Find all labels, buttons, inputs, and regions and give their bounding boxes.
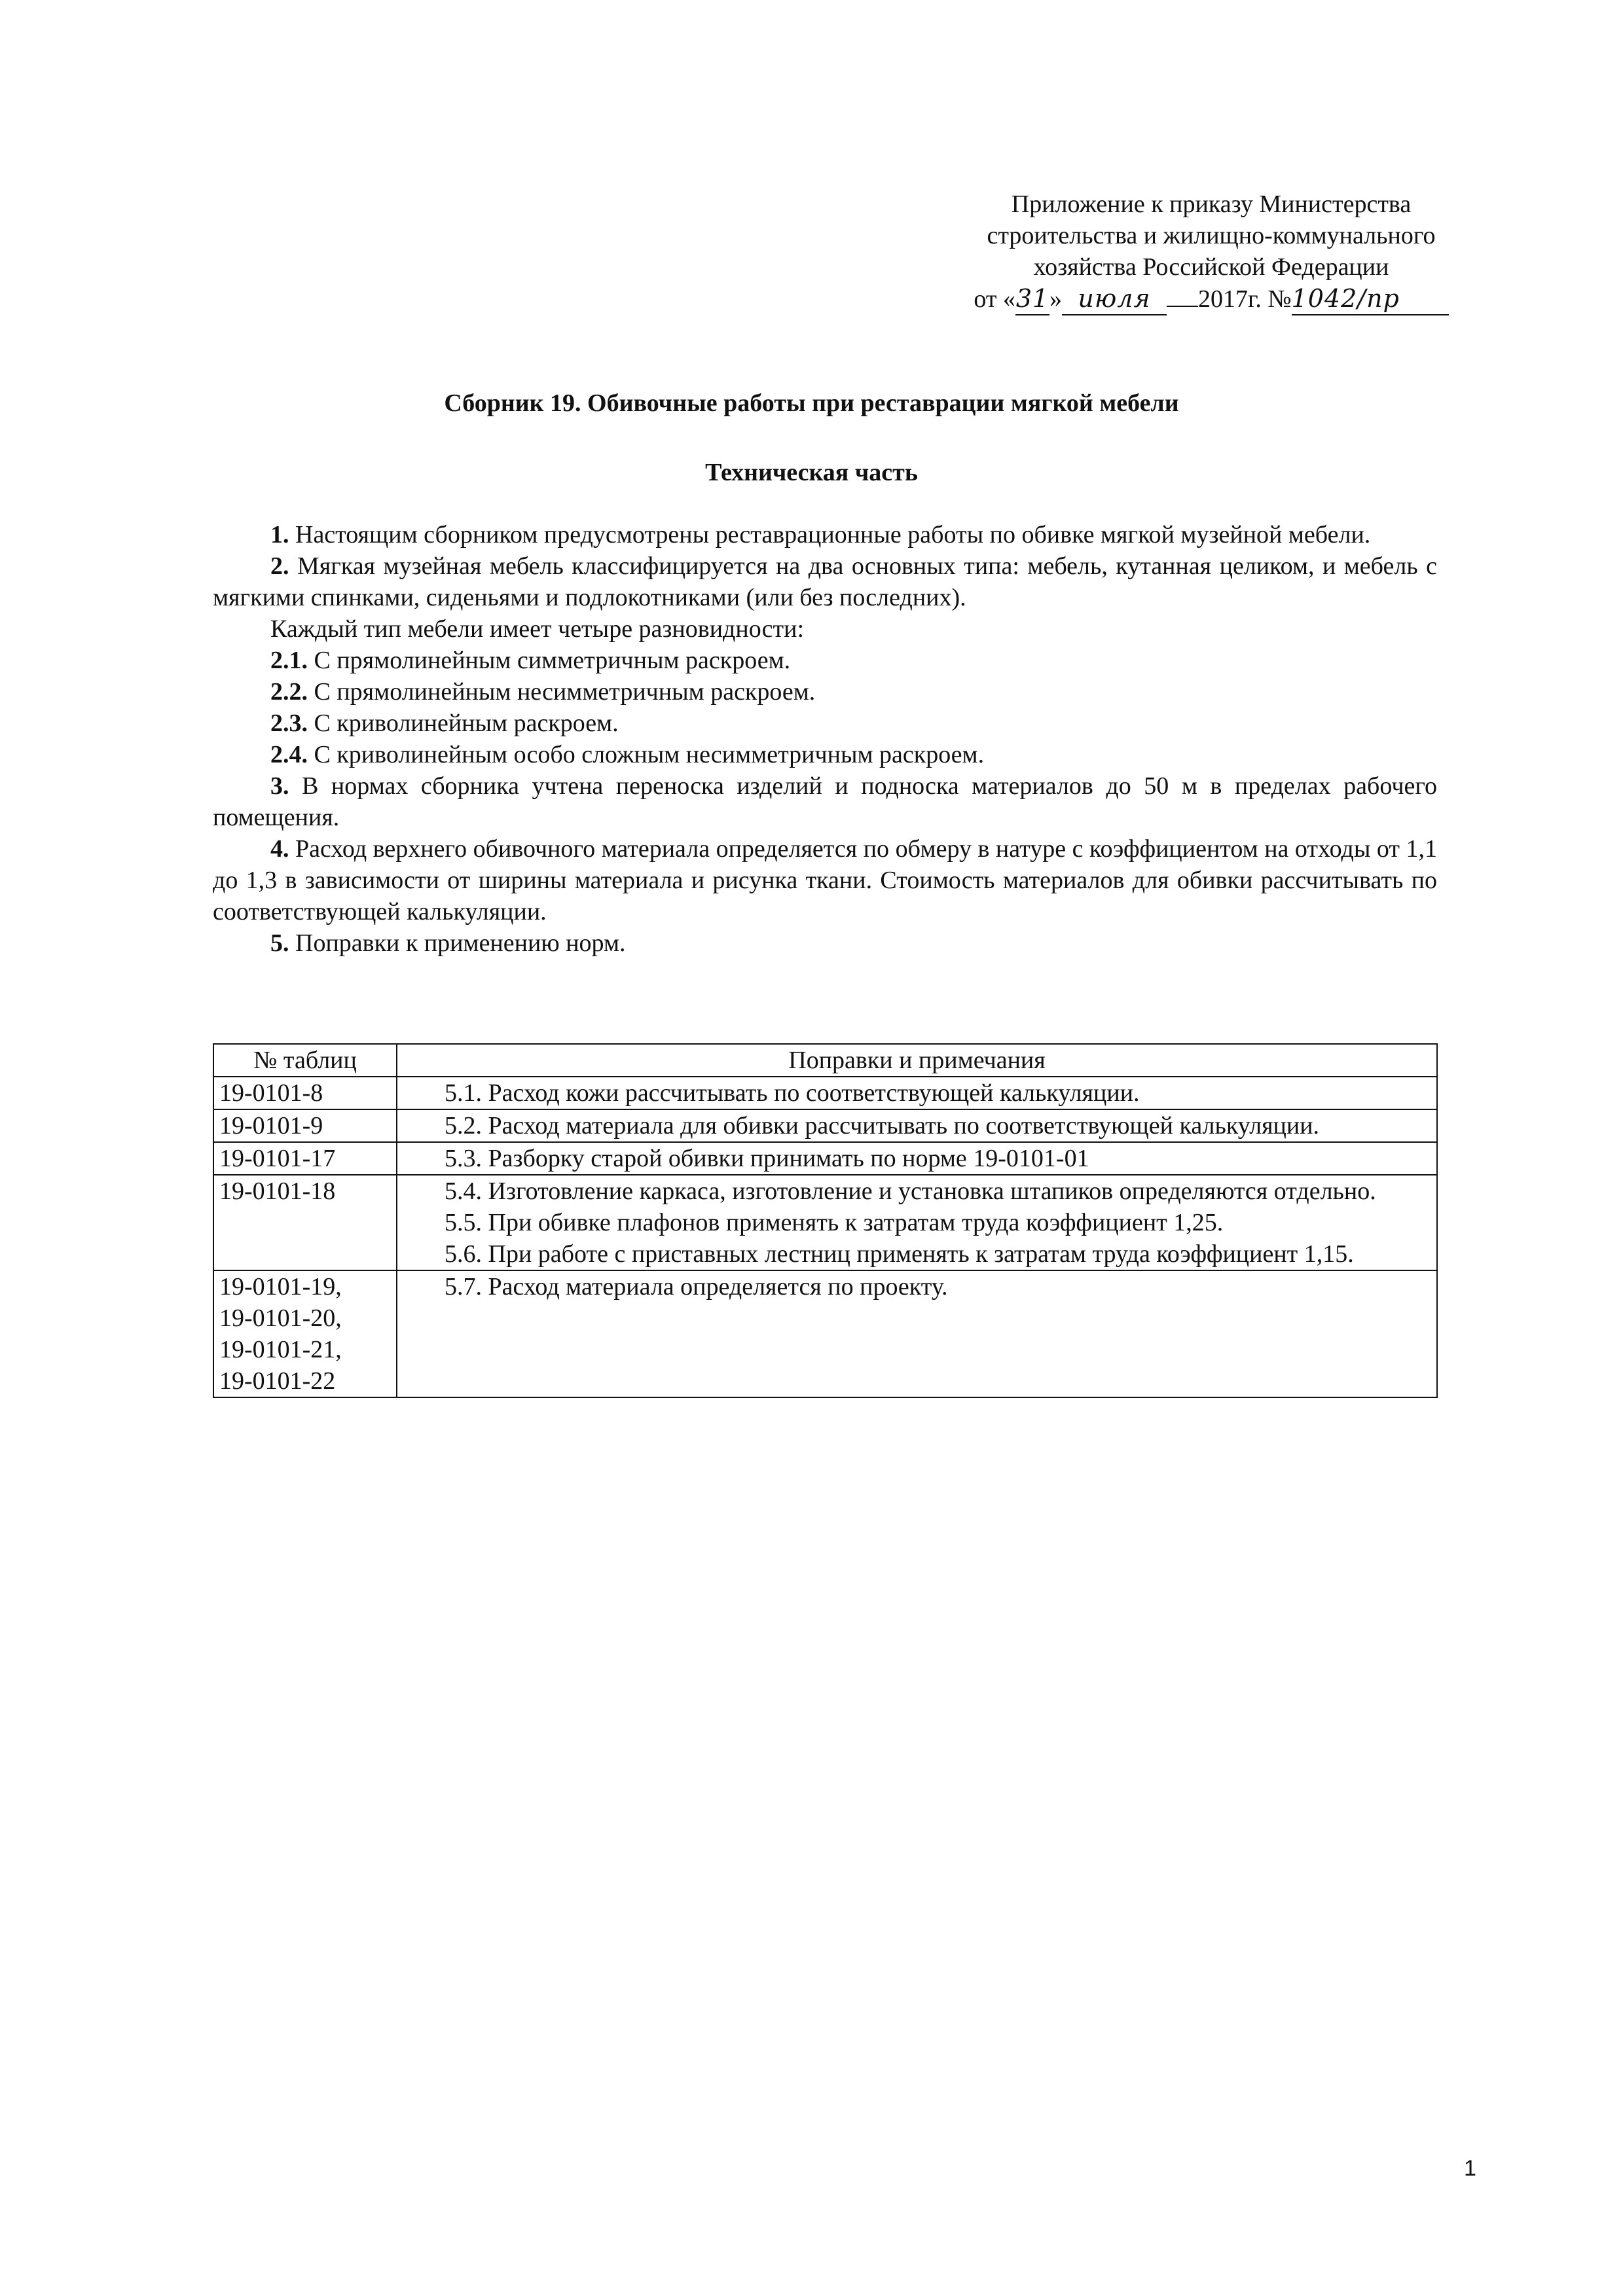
note: 5.7. Расход материала определяется по проекту. bbox=[445, 1273, 948, 1300]
page-number: 1 bbox=[1464, 2156, 1476, 2181]
note: 5.1. Расход кожи рассчитывать по соответствующей калькуляции. bbox=[445, 1079, 1140, 1107]
header-line-3: хозяйства Российской Федерации bbox=[1033, 253, 1389, 281]
paragraph bbox=[213, 550, 1437, 613]
paragraph-number: 2. bbox=[270, 552, 289, 580]
handwritten-order-number: 1042/пр bbox=[1292, 283, 1449, 315]
collection-title: Сборник 19. Обивочные работы при реставрации мягкой мебели bbox=[444, 389, 1179, 417]
paragraph-text: Каждый тип мебели имеет четыре разновидности: bbox=[270, 615, 805, 643]
paragraph-number: 3. bbox=[270, 772, 289, 800]
paragraph-text: С прямолинейным симметричным раскроем. bbox=[308, 647, 791, 674]
column-header-notes: Поправки и примечания bbox=[397, 1044, 1437, 1077]
paragraph-text: С прямолинейным несимметричным раскроем. bbox=[308, 678, 816, 706]
header-order-line bbox=[903, 283, 1519, 315]
paragraph-number: 4. bbox=[270, 835, 289, 863]
paragraph bbox=[213, 676, 1437, 708]
table-notes-cell bbox=[397, 1077, 1437, 1109]
paragraph-text: С криволинейным особо сложным несимметричным раскроем. bbox=[308, 741, 985, 768]
from-label: от « bbox=[974, 285, 1016, 313]
month-quote: » bbox=[1049, 285, 1063, 313]
technical-part-text bbox=[213, 519, 1437, 959]
appendix-header bbox=[903, 188, 1519, 315]
table-notes-cell bbox=[397, 1270, 1437, 1397]
section-subtitle: Техническая часть bbox=[705, 459, 918, 486]
table-code-cell: 19-0101-17 bbox=[213, 1142, 397, 1175]
paragraph bbox=[213, 770, 1437, 833]
note: 5.5. При обивке плафонов применять к затратам труда коэффициент 1,25. bbox=[445, 1209, 1224, 1236]
handwritten-day: 31 bbox=[1015, 283, 1049, 315]
paragraph-text: Поправки к применению норм. bbox=[289, 929, 626, 957]
paragraph-text: В нормах сборника учтена переноска изделий и подноска материалов до 50 м в пределах рабочего помещения. bbox=[213, 772, 1437, 831]
note: 5.4. Изготовление каркаса, изготовление и установка штапиков определяются отдельно. bbox=[445, 1177, 1376, 1205]
note: 5.6. При работе с приставных лестниц применять к затратам труда коэффициент 1,15. bbox=[445, 1240, 1354, 1268]
paragraph-number: 2.1. bbox=[270, 647, 308, 674]
paragraph bbox=[213, 833, 1437, 927]
paragraph-number: 1. bbox=[270, 521, 289, 548]
table-row bbox=[213, 1175, 1437, 1270]
column-header-tables: № таблиц bbox=[213, 1044, 397, 1077]
header-line-2: строительства и жилищно-коммунального bbox=[987, 222, 1436, 249]
table-notes-cell bbox=[397, 1142, 1437, 1175]
header-line-1: Приложение к приказу Министерства bbox=[1011, 190, 1412, 218]
paragraph-number: 5. bbox=[270, 929, 289, 957]
paragraph-number: 2.3. bbox=[270, 709, 308, 737]
table-notes-cell bbox=[397, 1175, 1437, 1270]
paragraph bbox=[213, 927, 1437, 959]
paragraph-number: 2.2. bbox=[270, 678, 308, 706]
table-notes-cell bbox=[397, 1109, 1437, 1142]
table-header-row bbox=[213, 1044, 1437, 1077]
table-code-cell: 19-0101-8 bbox=[213, 1077, 397, 1109]
table-row bbox=[213, 1270, 1437, 1397]
table-row bbox=[213, 1109, 1437, 1142]
table-row bbox=[213, 1142, 1437, 1175]
paragraph bbox=[213, 519, 1437, 550]
note: 5.3. Разборку старой обивки принимать по норме 19-0101-01 bbox=[445, 1145, 1089, 1172]
paragraph-number: 2.4. bbox=[270, 741, 308, 768]
paragraph-text: Настоящим сборником предусмотрены реставрационные работы по обивке мягкой музейной мебели. bbox=[289, 521, 1371, 548]
paragraph bbox=[213, 613, 1437, 645]
paragraph bbox=[213, 739, 1437, 770]
paragraph-text: С криволинейным раскроем. bbox=[308, 709, 619, 737]
note: 5.2. Расход материала для обивки рассчитывать по соответствующей калькуляции. bbox=[445, 1112, 1320, 1139]
date-blank bbox=[1167, 286, 1198, 307]
year-label: 2017г. № bbox=[1198, 285, 1292, 313]
handwritten-month: июля bbox=[1062, 283, 1167, 315]
paragraph bbox=[213, 708, 1437, 739]
table-code-cell: 19-0101-19, 19-0101-20, 19-0101-21, 19-0101-22 bbox=[213, 1270, 397, 1397]
table-row bbox=[213, 1077, 1437, 1109]
paragraph bbox=[213, 645, 1437, 676]
table-code-cell: 19-0101-18 bbox=[213, 1175, 397, 1270]
paragraph-text: Расход верхнего обивочного материала определяется по обмеру в натуре с коэффициентом на отходы от 1,1 до 1,3 в зависимости от ширины материала и рисунка ткани. Стоимость материалов для обивки рассчитывать по соответствующей калькуляции. bbox=[213, 835, 1437, 925]
corrections-table bbox=[213, 1043, 1438, 1398]
table-code-cell: 19-0101-9 bbox=[213, 1109, 397, 1142]
paragraph-text: Мягкая музейная мебель классифицируется на два основных типа: мебель, кутанная целиком, и мебель с мягкими спинками, сиденьями и подлокотниками (или без последних). bbox=[213, 552, 1437, 611]
